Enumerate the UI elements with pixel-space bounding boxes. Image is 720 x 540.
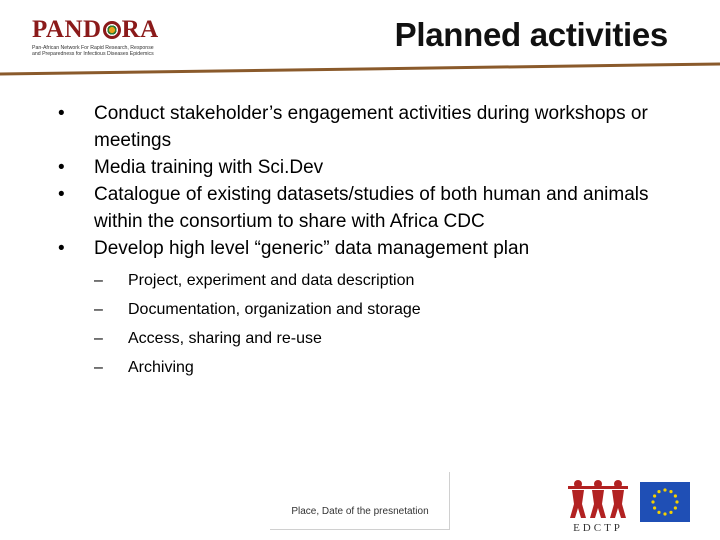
bullet-list bbox=[58, 100, 678, 382]
eu-star bbox=[663, 512, 666, 515]
edctp-figures-icon bbox=[566, 478, 630, 522]
eu-star bbox=[651, 500, 654, 503]
eu-star bbox=[663, 488, 666, 491]
edctp-logo bbox=[566, 478, 630, 536]
sub-bullet-item: – Documentation, organization and storage bbox=[94, 301, 421, 318]
eu-star bbox=[653, 506, 656, 509]
sub-bullet-item: – Archiving bbox=[94, 359, 194, 376]
eu-star bbox=[675, 500, 678, 503]
eu-star bbox=[669, 490, 672, 493]
edctp-label: EDCTP bbox=[573, 522, 623, 534]
sub-bullet-item: – Access, sharing and re-use bbox=[94, 330, 322, 347]
bullet-item: • Catalogue of existing datasets/studies of both human and animals within the consortium to share with Africa CDC bbox=[58, 184, 649, 232]
bullet-item: • Conduct stakeholder’s engagement activities during workshops or meetings bbox=[58, 103, 648, 151]
eu-star bbox=[674, 506, 677, 509]
pandora-logo bbox=[30, 16, 170, 56]
eu-star bbox=[653, 494, 656, 497]
eu-star bbox=[657, 511, 660, 514]
globe-icon bbox=[103, 21, 121, 39]
slide-title: Planned activities bbox=[394, 16, 668, 53]
footer-text: Place, Date of the presnetation bbox=[291, 506, 429, 517]
bullet-item: • Develop high level “generic” data management plan – Project, experiment and data description – Documentation, organization and storage – Access, sharing and re-use – Archiving bbox=[58, 235, 678, 382]
logo-tagline: Pan-African Network For Rapid Research, Response and Preparedness for Infectious Diseases Epidemics bbox=[32, 45, 154, 57]
sub-bullet-item: – Project, experiment and data description bbox=[94, 272, 415, 289]
eu-star bbox=[657, 490, 660, 493]
eu-flag-icon bbox=[640, 482, 690, 522]
sub-bullet-list bbox=[94, 266, 678, 382]
footer-frame bbox=[270, 472, 450, 530]
logo-wordmark: PAND RA bbox=[32, 16, 159, 43]
eu-star bbox=[669, 511, 672, 514]
eu-star bbox=[674, 494, 677, 497]
bullet-item: • Media training with Sci.Dev bbox=[58, 157, 324, 178]
